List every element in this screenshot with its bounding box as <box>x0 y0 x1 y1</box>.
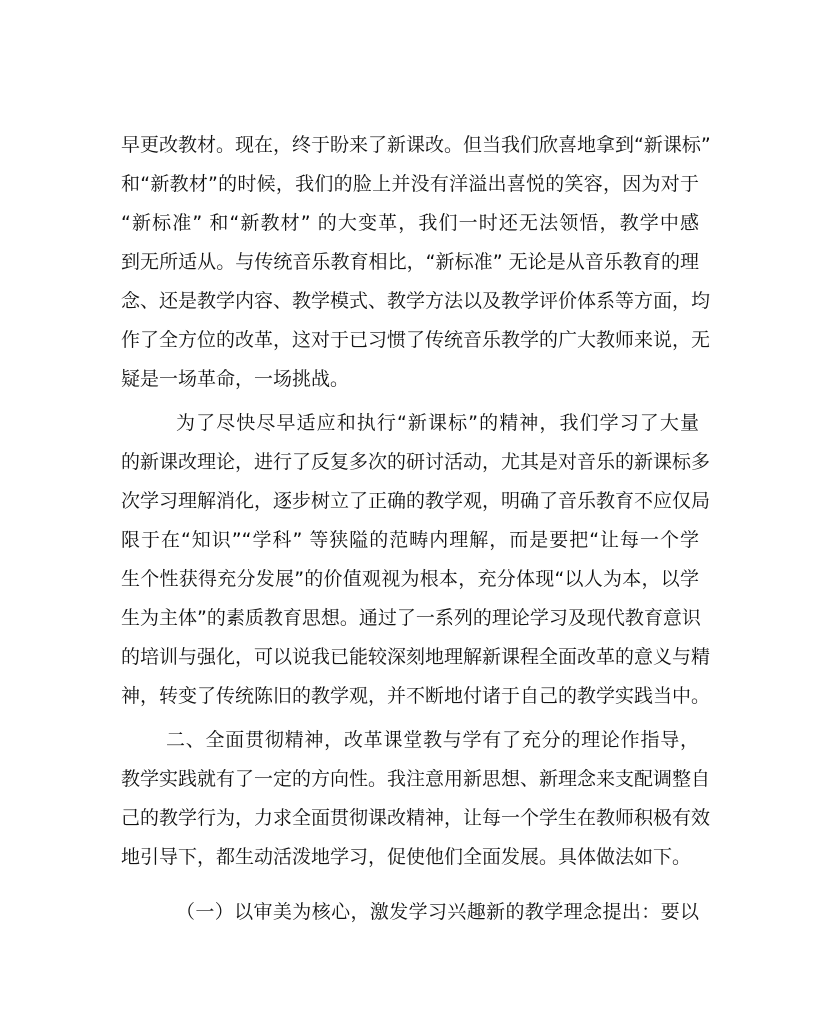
text-line: 和“新教材”的时候，我们的脸上并没有洋溢出喜悦的笑容，因为对于 <box>121 173 699 195</box>
text-line: 教学实践就有了一定的方向性。我注意用新思想、新理念来支配调整自 <box>121 768 711 790</box>
paragraph-first-line: （一）以审美为核心，激发学习兴趣新的教学理念提出：要以 <box>176 901 699 923</box>
text-line: 生个性获得充分发展”的价值观视为根本，充分体现“以人为本，以学 <box>121 568 699 590</box>
paragraph-first-line: 为了尽快尽早适应和执行“新课标”的精神，我们学习了大量 <box>176 412 699 434</box>
text-line: 己的教学行为，力求全面贯彻课改精神，让每一个学生在教师积极有效 <box>121 807 711 829</box>
text-line: 生为主体”的素质教育思想。通过了一系列的理论学习及现代教育意识 <box>121 607 701 629</box>
text-line: 作了全方位的改革，这对于已习惯了传统音乐教学的广大教师来说，无 <box>121 329 711 351</box>
text-line: 早更改教材。现在，终于盼来了新课改。但当我们欣喜地拿到“新课标” <box>121 134 711 156</box>
text-line: 限于在“知识”“学科” 等狭隘的范畴内理解，而是要把“让每一个学 <box>121 529 699 551</box>
text-line: 的新课改理论，进行了反复多次的研讨活动，尤其是对音乐的新课标多 <box>121 451 711 473</box>
text-line: “新标准” 和“新教材” 的大变革，我们一时还无法领悟，教学中感 <box>121 212 699 234</box>
text-line: 神，转变了传统陈旧的教学观，并不断地付诸于自己的教学实践当中。 <box>121 685 711 707</box>
text-line: 地引导下，都生动活泼地学习，促使他们全面发展。具体做法如下。 <box>121 846 692 868</box>
paragraph-first-line: 二、全面贯彻精神，改革课堂教与学有了充分的理论作指导， <box>166 729 699 751</box>
text-line: 的培训与强化，可以说我已能较深刻地理解新课程全面改革的意义与精 <box>121 646 711 668</box>
text-line: 到无所适从。与传统音乐教育相比，“新标准” 无论是从音乐教育的理 <box>121 251 699 273</box>
text-line: 疑是一场革命，一场挑战。 <box>121 368 350 390</box>
text-line: 次学习理解消化，逐步树立了正确的教学观，明确了音乐教育不应仅局 <box>121 490 711 512</box>
text-line: 念、还是教学内容、教学模式、教学方法以及教学评价体系等方面，均 <box>121 290 711 312</box>
